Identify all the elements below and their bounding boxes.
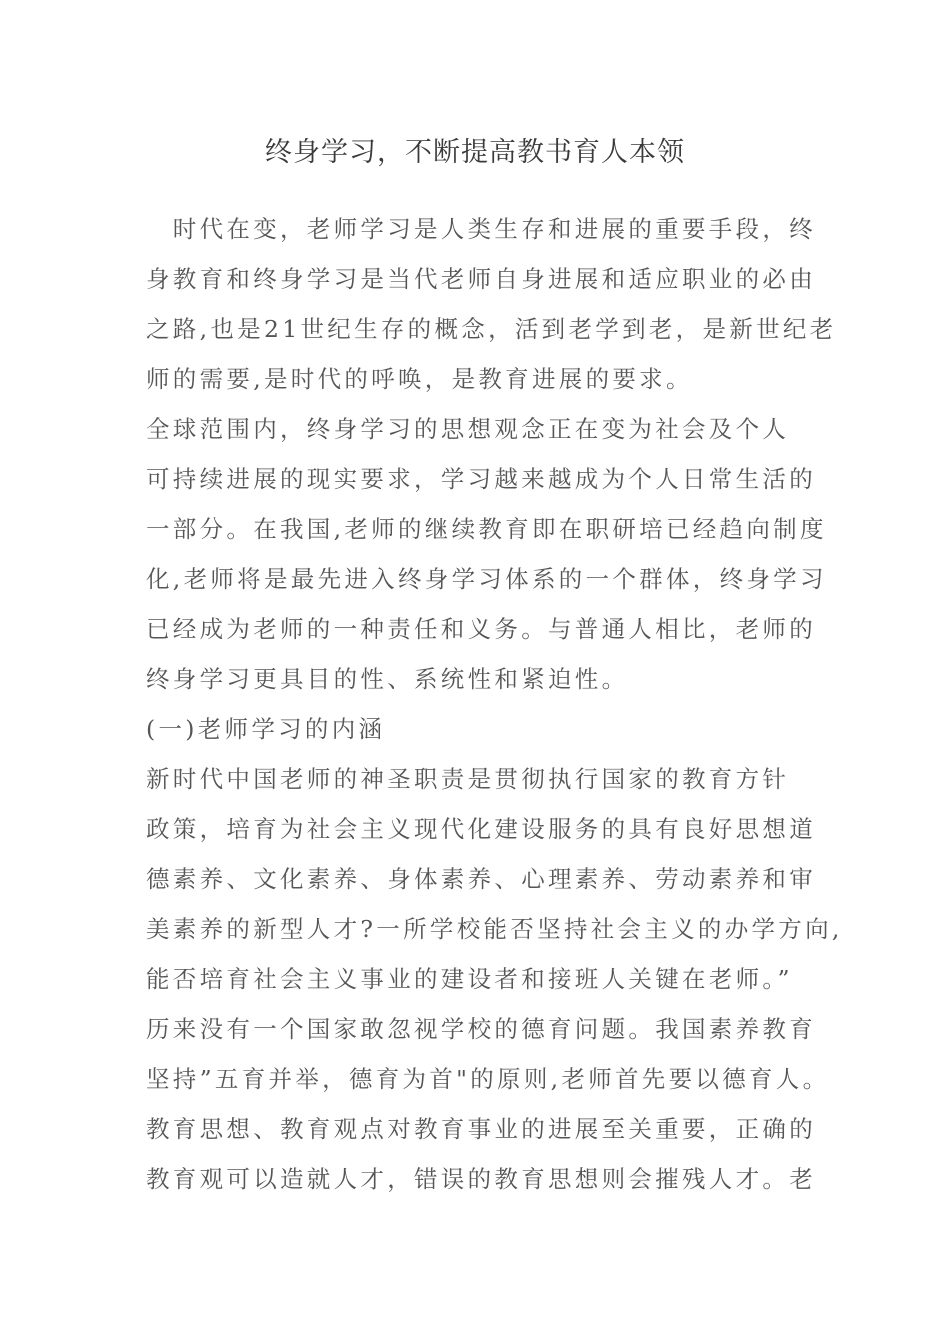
- body-line-5: 全球范围内，终身学习的思想观念正在变为社会及个人: [146, 415, 790, 443]
- body-line-20: 教育观可以造就人才，错误的教育思想则会摧残人才。老: [146, 1165, 816, 1193]
- body-line-9: 已经成为老师的一种责任和义务。与普通人相比，老师的: [146, 615, 816, 643]
- body-line-6: 可持续进展的现实要求，学习越来越成为个人日常生活的: [146, 465, 816, 493]
- body-line-18: 坚持”五育并举，德育为首"的原则,老师首先要以德育人。: [146, 1065, 830, 1093]
- body-line-2: 身教育和终身学习是当代老师自身进展和适应职业的必由: [146, 265, 816, 293]
- body-line-4: 师的需要,是时代的呼唤，是教育进展的要求。: [146, 365, 693, 393]
- body-line-15: 美素养的新型人才?一所学校能否坚持社会主义的办学方向,: [146, 915, 843, 943]
- body-line-1: 时代在变，老师学习是人类生存和进展的重要手段，终: [146, 215, 816, 243]
- body-line-3: 之路,也是21世纪生存的概念，活到老学到老，是新世纪老: [146, 315, 837, 343]
- body-line-8: 化,老师将是最先进入终身学习体系的一个群体，终身学习: [146, 565, 827, 593]
- body-line-12: 新时代中国老师的神圣职责是贯彻执行国家的教育方针: [146, 765, 790, 793]
- body-line-16: 能否培育社会主义事业的建设者和接班人关键在老师。”: [146, 965, 793, 993]
- body-line-10: 终身学习更具目的性、系统性和紧迫性。: [146, 665, 629, 693]
- body-line-14: 德素养、文化素养、身体素养、心理素养、劳动素养和审: [146, 865, 816, 893]
- body-line-7: 一部分。在我国,老师的继续教育即在职研培已经趋向制度: [146, 515, 827, 543]
- body-line-19: 教育思想、教育观点对教育事业的进展至关重要，正确的: [146, 1115, 816, 1143]
- document-title: 终身学习，不断提高教书育人本领: [265, 137, 685, 168]
- body-line-17: 历来没有一个国家敢忽视学校的德育问题。我国素养教育: [146, 1015, 816, 1043]
- body-line-13: 政策，培育为社会主义现代化建设服务的具有良好思想道: [146, 815, 816, 843]
- section-heading: (一)老师学习的内涵: [146, 715, 386, 743]
